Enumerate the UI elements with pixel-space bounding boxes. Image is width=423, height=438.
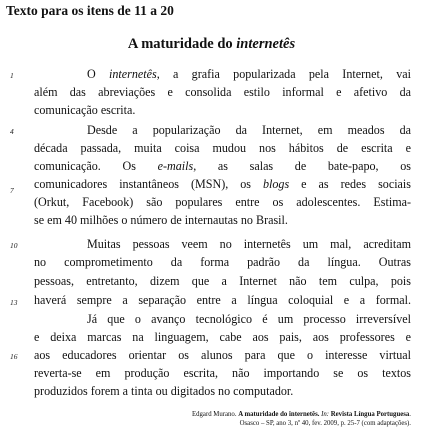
text-line: O internetês, a grafia popularizada pela Internet, vai <box>87 67 411 81</box>
text-line: Já que o avanço tecnológico é um processo irreversível <box>87 312 411 326</box>
text-title <box>0 36 423 53</box>
text-line: (Orkut, Facebook) são populares entre os adolescentes. Estima- <box>34 195 411 209</box>
text-line: no comprometimento da forma padrão da língua. Outras <box>34 255 411 269</box>
section-header: Texto para os itens de 11 a 20 <box>6 3 174 18</box>
line-number-7: 7 <box>10 186 14 195</box>
text-line: comunicação escrita. <box>34 103 136 117</box>
text-line: aos educadores orientar os alunos para que o interesse virtual <box>34 348 411 362</box>
text-line: Desde a popularização da Internet, em meados da <box>87 123 411 137</box>
line-number-4: 4 <box>10 127 14 136</box>
text-line: Muitas pessoas veem no internetês um mal, acreditam <box>87 237 411 251</box>
text-line: e deixa marcas na linguagem, cabe aos pais, aos professores e <box>34 330 411 344</box>
text-line: pessoas, entretanto, dizem que a Internet não tem culpa, pois <box>34 274 411 288</box>
line-number-1: 1 <box>10 71 14 80</box>
text-line: comunicação. Os e-mails, as salas de bate-papo, os <box>34 159 411 173</box>
line-number-10: 10 <box>10 241 18 250</box>
text-line: década passada, muita coisa mudou nos hábitos de escrita e <box>34 141 411 155</box>
text-line: se em 40 milhões o número de internautas no Brasil. <box>34 213 288 227</box>
title-main: A maturidade do <box>127 36 237 52</box>
text-line: além das abreviações e consolida estilo informal e afetivo da <box>34 85 411 99</box>
text-line: haverá sempre a separação entre a língua coloquial e a formal. <box>34 293 411 307</box>
text-line: produzidos forem a tinta ou digitados no computador. <box>34 384 294 398</box>
text-line: comunicadores instantâneos (MSN), os blogs e as redes sociais <box>34 177 411 191</box>
source-citation-line-1: Edgard Murano. A maturidade do internetês. In: Revista Língua Portuguesa. <box>191 411 411 418</box>
text-line: reverta-se em produção escrita, não importando se os textos <box>34 366 411 380</box>
line-number-16: 16 <box>10 352 18 361</box>
line-number-13: 13 <box>10 298 18 307</box>
title-italic: internetês <box>236 36 296 52</box>
source-citation-line-2: Osasco – SP, ano 3, nº 40, fev. 2009, p. 25-7 (com adaptações). <box>239 420 411 427</box>
